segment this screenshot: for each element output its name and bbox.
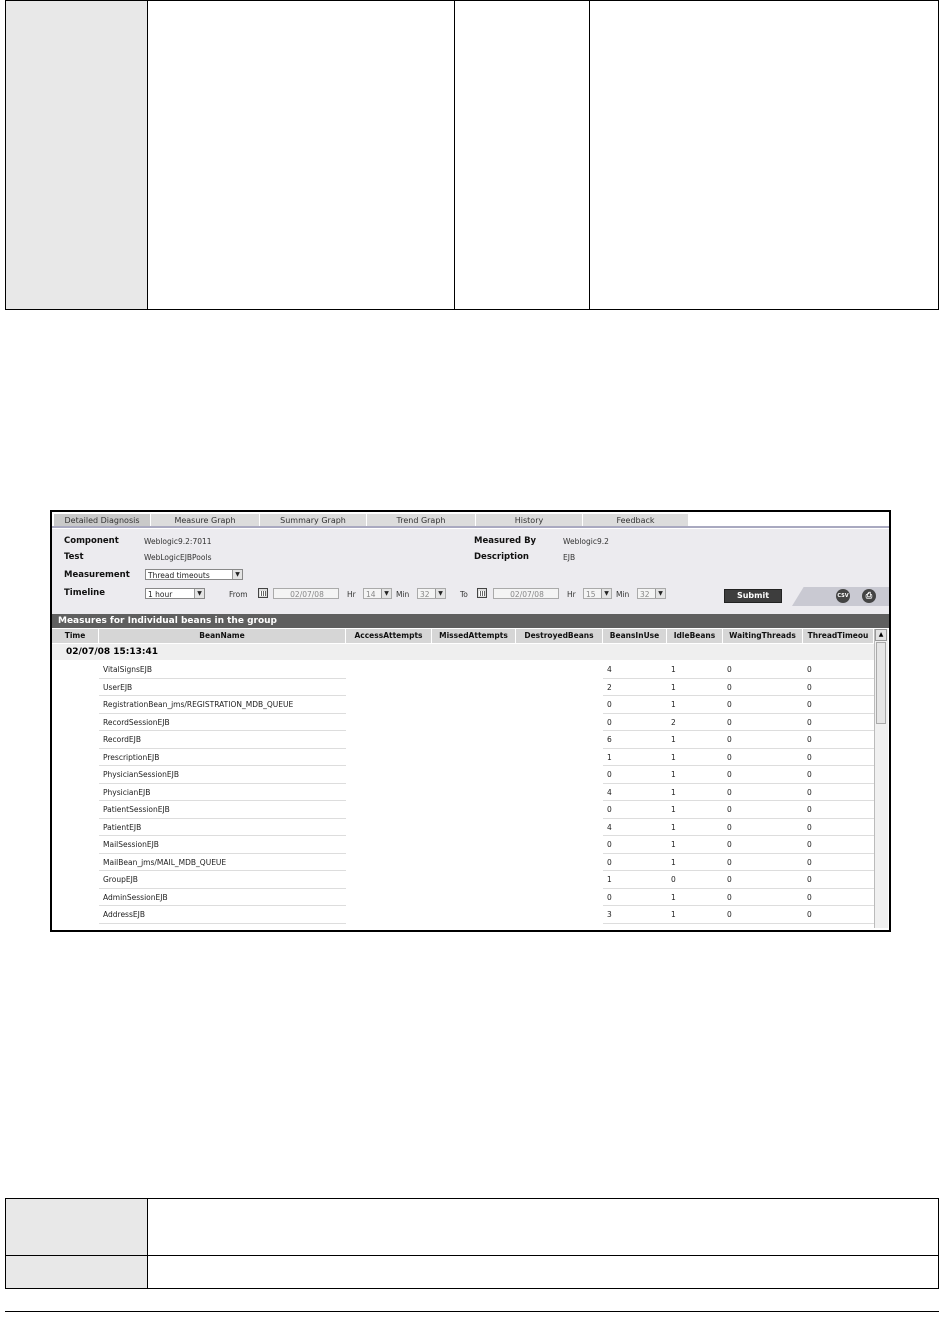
beanname-cell: PhysicianEJB	[99, 784, 346, 802]
table-row[interactable]	[52, 731, 874, 749]
beansinuse-cell: 1	[603, 749, 667, 767]
accessattempts-cell	[346, 836, 432, 854]
from-min-select[interactable]	[417, 588, 446, 599]
waitingthreads-cell: 0	[723, 854, 803, 872]
idlebeans-cell: 1	[667, 749, 723, 767]
beanname-cell: MailBean_jms/MAIL_MDB_QUEUE	[99, 854, 346, 872]
threadtimeouts-cell: 0	[803, 889, 874, 907]
threadtimeouts-cell: 0	[803, 661, 874, 679]
time-cell	[52, 661, 99, 679]
column-header-beanname[interactable]: BeanName	[99, 629, 346, 643]
threadtimeouts-cell: 0	[803, 749, 874, 767]
accessattempts-cell	[346, 819, 432, 837]
table-row[interactable]	[52, 906, 874, 924]
threadtimeouts-cell: 0	[803, 731, 874, 749]
accessattempts-cell	[346, 906, 432, 924]
waitingthreads-cell: 0	[723, 696, 803, 714]
time-cell	[52, 784, 99, 802]
doc-cell-label	[6, 1, 148, 310]
beansinuse-cell: 0	[603, 696, 667, 714]
chevron-down-icon: ▼	[194, 589, 204, 598]
destroyedbeans-cell	[516, 836, 603, 854]
accessattempts-cell	[346, 854, 432, 872]
test-label: Test	[64, 552, 84, 562]
tab-history[interactable]: History	[476, 514, 583, 527]
to-min-value: 32	[640, 590, 650, 599]
idlebeans-cell: 1	[667, 661, 723, 679]
beansinuse-cell: 6	[603, 731, 667, 749]
waitingthreads-cell: 0	[723, 714, 803, 732]
time-cell	[52, 679, 99, 697]
chevron-down-icon: ▼	[601, 589, 611, 598]
threadtimeouts-cell: 0	[803, 871, 874, 889]
timeline-select-value: 1 hour	[148, 590, 173, 599]
missedattempts-cell	[432, 819, 516, 837]
to-date-field[interactable]: 02/07/08	[493, 588, 559, 599]
timeline-label: Timeline	[64, 588, 105, 598]
table-row[interactable]	[52, 784, 874, 802]
time-cell	[52, 696, 99, 714]
waitingthreads-cell: 0	[723, 889, 803, 907]
missedattempts-cell	[432, 906, 516, 924]
beanname-cell: AddressEJB	[99, 906, 346, 924]
idlebeans-cell: 1	[667, 854, 723, 872]
beansinuse-cell: 0	[603, 801, 667, 819]
missedattempts-cell	[432, 889, 516, 907]
doc-cell	[148, 1199, 939, 1256]
doc-cell	[148, 1, 455, 310]
threadtimeouts-cell: 0	[803, 784, 874, 802]
description-label: Description	[474, 552, 529, 562]
destroyedbeans-cell	[516, 714, 603, 732]
waitingthreads-cell: 0	[723, 731, 803, 749]
accessattempts-cell	[346, 661, 432, 679]
to-min-label: Min	[616, 590, 630, 599]
waitingthreads-cell: 0	[723, 784, 803, 802]
from-hr-value: 14	[366, 590, 376, 599]
idlebeans-cell: 1	[667, 784, 723, 802]
from-hr-label: Hr	[347, 590, 356, 599]
time-cell	[52, 906, 99, 924]
table-row[interactable]	[52, 661, 874, 679]
column-header-beansinuse[interactable]: BeansInUse	[603, 629, 667, 643]
waitingthreads-cell: 0	[723, 801, 803, 819]
beansinuse-cell: 0	[603, 836, 667, 854]
threadtimeouts-cell: 0	[803, 854, 874, 872]
tab-underline	[52, 526, 889, 528]
table-row[interactable]	[52, 714, 874, 732]
to-hr-select[interactable]	[583, 588, 612, 599]
beanname-cell: RecordSessionEJB	[99, 714, 346, 732]
document-table-bottom	[5, 1198, 939, 1289]
from-min-label: Min	[396, 590, 410, 599]
destroyedbeans-cell	[516, 819, 603, 837]
diagnosis-screenshot	[50, 510, 891, 932]
table-row[interactable]	[52, 766, 874, 784]
table-row[interactable]	[52, 749, 874, 767]
section-title: Measures for Individual beans in the group	[52, 614, 889, 628]
from-hr-select[interactable]	[363, 588, 392, 599]
doc-cell	[590, 1, 939, 310]
time-cell	[52, 854, 99, 872]
accessattempts-cell	[346, 731, 432, 749]
printer-icon[interactable]: ⎙	[862, 589, 876, 603]
beanname-cell: GroupEJB	[99, 871, 346, 889]
from-label: From	[229, 590, 248, 599]
column-header-accessattempts[interactable]: AccessAttempts	[346, 629, 432, 643]
threadtimeouts-cell: 0	[803, 801, 874, 819]
scrollbar-thumb[interactable]	[876, 642, 886, 724]
waitingthreads-cell: 0	[723, 906, 803, 924]
destroyedbeans-cell	[516, 784, 603, 802]
threadtimeouts-cell: 0	[803, 679, 874, 697]
measured-by-value: Weblogic9.2	[563, 537, 609, 546]
beansinuse-cell: 0	[603, 714, 667, 732]
destroyedbeans-cell	[516, 679, 603, 697]
tab-bar	[52, 512, 889, 529]
destroyedbeans-cell	[516, 801, 603, 819]
chevron-down-icon: ▼	[381, 589, 391, 598]
to-min-select[interactable]	[637, 588, 666, 599]
measurement-select[interactable]	[145, 569, 243, 580]
measured-by-label: Measured By	[474, 536, 537, 546]
doc-cell-label	[6, 1199, 148, 1256]
tab-trend-graph[interactable]: Trend Graph	[367, 514, 476, 527]
beanname-cell: MailSessionEJB	[99, 836, 346, 854]
beansinuse-cell: 2	[603, 679, 667, 697]
measurement-label: Measurement	[64, 570, 130, 580]
beanname-cell: PhysicianSessionEJB	[99, 766, 346, 784]
beansinuse-cell: 4	[603, 819, 667, 837]
beansinuse-cell: 0	[603, 889, 667, 907]
accessattempts-cell	[346, 696, 432, 714]
doc-cell	[148, 1256, 939, 1289]
beansinuse-cell: 4	[603, 661, 667, 679]
doc-cell-label	[6, 1256, 148, 1289]
beanname-cell: RegistrationBean_jms/REGISTRATION_MDB_QUEUE	[99, 696, 346, 714]
time-cell	[52, 889, 99, 907]
table-row[interactable]	[52, 679, 874, 697]
description-value: EJB	[563, 553, 576, 562]
calendar-icon[interactable]	[477, 588, 487, 598]
to-label: To	[460, 590, 468, 599]
column-header-waitingthreads[interactable]: WaitingThreads	[723, 629, 803, 643]
threadtimeouts-cell: 0	[803, 906, 874, 924]
chevron-down-icon: ▼	[655, 589, 665, 598]
tab-detailed-diagnosis[interactable]: Detailed Diagnosis	[54, 514, 151, 527]
destroyedbeans-cell	[516, 871, 603, 889]
table-row[interactable]	[52, 854, 874, 872]
idlebeans-cell: 1	[667, 696, 723, 714]
beansinuse-cell: 4	[603, 784, 667, 802]
idlebeans-cell: 0	[667, 871, 723, 889]
beanname-cell: VitalSignsEJB	[99, 661, 346, 679]
timestamp-row: 02/07/08 15:13:41	[52, 644, 874, 660]
time-cell	[52, 766, 99, 784]
accessattempts-cell	[346, 679, 432, 697]
waitingthreads-cell: 0	[723, 766, 803, 784]
doc-cell	[455, 1, 590, 310]
test-value: WebLogicEJBPools	[144, 553, 212, 562]
accessattempts-cell	[346, 801, 432, 819]
idlebeans-cell: 1	[667, 819, 723, 837]
accessattempts-cell	[346, 714, 432, 732]
destroyedbeans-cell	[516, 749, 603, 767]
waitingthreads-cell: 0	[723, 819, 803, 837]
destroyedbeans-cell	[516, 906, 603, 924]
component-label: Component	[64, 536, 119, 546]
threadtimeouts-cell: 0	[803, 714, 874, 732]
beanname-cell: UserEJB	[99, 679, 346, 697]
column-header-threadtimeouts[interactable]: ThreadTimeou	[803, 629, 874, 643]
time-cell	[52, 801, 99, 819]
beanname-cell: PatientEJB	[99, 819, 346, 837]
beansinuse-cell: 0	[603, 854, 667, 872]
beansinuse-cell: 3	[603, 906, 667, 924]
accessattempts-cell	[346, 784, 432, 802]
tab-summary-graph[interactable]: Summary Graph	[260, 514, 367, 527]
beansinuse-cell: 0	[603, 766, 667, 784]
missedattempts-cell	[432, 854, 516, 872]
document-table-top	[5, 0, 939, 310]
destroyedbeans-cell	[516, 731, 603, 749]
table-row[interactable]	[52, 871, 874, 889]
waitingthreads-cell: 0	[723, 749, 803, 767]
tab-measure-graph[interactable]: Measure Graph	[151, 514, 260, 527]
idlebeans-cell: 2	[667, 714, 723, 732]
beanname-cell: PatientSessionEJB	[99, 801, 346, 819]
timeline-select[interactable]	[145, 588, 205, 599]
scroll-up-icon[interactable]: ▲	[875, 629, 887, 641]
idlebeans-cell: 1	[667, 766, 723, 784]
waitingthreads-cell: 0	[723, 679, 803, 697]
waitingthreads-cell: 0	[723, 871, 803, 889]
time-cell	[52, 819, 99, 837]
tab-feedback[interactable]: Feedback	[583, 514, 689, 527]
missedattempts-cell	[432, 679, 516, 697]
waitingthreads-cell: 0	[723, 661, 803, 679]
idlebeans-cell: 1	[667, 679, 723, 697]
table-row[interactable]	[52, 819, 874, 837]
missedattempts-cell	[432, 871, 516, 889]
destroyedbeans-cell	[516, 766, 603, 784]
missedattempts-cell	[432, 731, 516, 749]
missedattempts-cell	[432, 714, 516, 732]
time-cell	[52, 871, 99, 889]
beanname-cell: PrescriptionEJB	[99, 749, 346, 767]
from-min-value: 32	[420, 590, 430, 599]
to-hr-value: 15	[586, 590, 596, 599]
column-header-missedattempts[interactable]: MissedAttempts	[432, 629, 516, 643]
threadtimeouts-cell: 0	[803, 836, 874, 854]
time-cell	[52, 731, 99, 749]
idlebeans-cell: 1	[667, 836, 723, 854]
missedattempts-cell	[432, 784, 516, 802]
vertical-scrollbar[interactable]	[874, 629, 888, 928]
destroyedbeans-cell	[516, 889, 603, 907]
missedattempts-cell	[432, 749, 516, 767]
missedattempts-cell	[432, 801, 516, 819]
accessattempts-cell	[346, 749, 432, 767]
idlebeans-cell: 1	[667, 889, 723, 907]
measurement-select-value: Thread timeouts	[148, 571, 210, 580]
threadtimeouts-cell: 0	[803, 696, 874, 714]
threadtimeouts-cell: 0	[803, 766, 874, 784]
csv-icon[interactable]: CSV	[836, 589, 850, 603]
idlebeans-cell: 1	[667, 801, 723, 819]
destroyedbeans-cell	[516, 661, 603, 679]
table-row[interactable]	[52, 696, 874, 714]
page-rule	[5, 1311, 939, 1312]
beanname-cell: AdminSessionEJB	[99, 889, 346, 907]
missedattempts-cell	[432, 696, 516, 714]
time-cell	[52, 836, 99, 854]
column-header-time[interactable]: Time	[52, 629, 99, 643]
waitingthreads-cell: 0	[723, 836, 803, 854]
accessattempts-cell	[346, 766, 432, 784]
beanname-cell: RecordEJB	[99, 731, 346, 749]
submit-button[interactable]: Submit	[724, 589, 782, 603]
missedattempts-cell	[432, 766, 516, 784]
from-date-field[interactable]: 02/07/08	[273, 588, 339, 599]
calendar-icon[interactable]	[258, 588, 268, 598]
missedattempts-cell	[432, 836, 516, 854]
table-row[interactable]	[52, 836, 874, 854]
threadtimeouts-cell: 0	[803, 819, 874, 837]
destroyedbeans-cell	[516, 854, 603, 872]
beansinuse-cell: 1	[603, 871, 667, 889]
table-row[interactable]	[52, 801, 874, 819]
column-header-idlebeans[interactable]: IdleBeans	[667, 629, 723, 643]
accessattempts-cell	[346, 889, 432, 907]
destroyedbeans-cell	[516, 696, 603, 714]
to-hr-label: Hr	[567, 590, 576, 599]
idlebeans-cell: 1	[667, 906, 723, 924]
time-cell	[52, 749, 99, 767]
column-header-destroyedbeans[interactable]: DestroyedBeans	[516, 629, 603, 643]
idlebeans-cell: 1	[667, 731, 723, 749]
time-cell	[52, 714, 99, 732]
chevron-down-icon: ▼	[435, 589, 445, 598]
table-row[interactable]	[52, 889, 874, 907]
missedattempts-cell	[432, 661, 516, 679]
component-value: Weblogic9.2:7011	[144, 537, 212, 546]
chevron-down-icon: ▼	[232, 570, 242, 579]
accessattempts-cell	[346, 871, 432, 889]
